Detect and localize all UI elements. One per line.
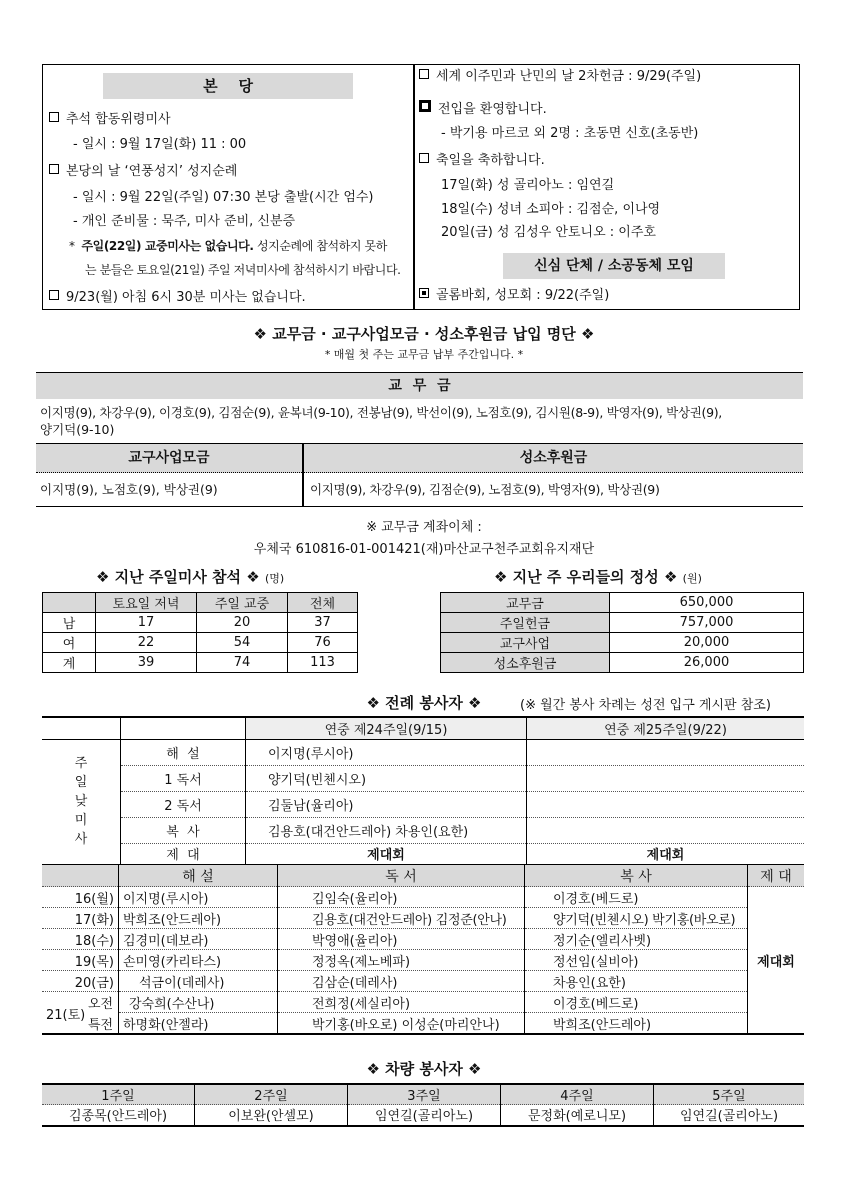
donation-label: 주일헌금	[441, 613, 610, 633]
donation-label: 성소후원금	[441, 653, 610, 673]
project-vocation-box	[36, 443, 803, 507]
attendance-cell: 20	[197, 613, 288, 633]
vocation-header: 성소후원금	[304, 444, 803, 473]
attendance-cell: 17	[96, 613, 197, 633]
role-label: 1 독서	[121, 765, 246, 791]
server-cell: 이경호(베드로)	[525, 992, 748, 1013]
role-cell: 이지명(루시아)	[246, 739, 527, 765]
checkbox-filled-icon	[419, 100, 431, 112]
reader-cell: 박희조(안드레아)	[119, 908, 278, 929]
role-cell	[527, 817, 805, 843]
attendance-header	[43, 593, 96, 613]
attendance-cell: 22	[96, 633, 197, 653]
reader-cell: 이지명(루시아)	[119, 887, 278, 908]
attendance-cell: 74	[197, 653, 288, 673]
donation-value: 20,000	[610, 633, 804, 653]
reader-cell: 박영애(율리아)	[278, 929, 525, 950]
side-char: 일	[74, 775, 88, 791]
group-header: 신심 단체 / 소공동체 모임	[503, 253, 725, 279]
attendance-cell: 39	[96, 653, 197, 673]
notice-item-migrant: 세계 이주민과 난민의 날 2차헌금 : 9/29(주일)	[419, 68, 701, 86]
gyomugeum-header: 교 무 금	[36, 372, 803, 399]
notice-sub: - 일시 : 9월 17일(화) 11 : 00	[73, 137, 247, 152]
server-cell: 정선임(실비아)	[525, 950, 748, 971]
attendance-cell: 계	[43, 653, 96, 673]
day-label: 18(수)	[42, 929, 119, 950]
reader-cell: 하명화(안젤라)	[119, 1013, 278, 1035]
group-item: 골롬바회, 성모회 : 9/22(주일)	[419, 287, 609, 305]
week24-header: 연중 제24주일(9/15)	[246, 717, 527, 739]
attendance-cell: 남	[43, 613, 96, 633]
notice-sub: - 개인 준비물 : 묵주, 미사 준비, 신분증	[73, 214, 296, 229]
vehicle-driver: 이보완(안셀모)	[195, 1105, 348, 1126]
donations-title: ❖ 지난 주 우리들의 정성 ❖ (원)	[494, 568, 702, 586]
gyomugeum-names: 이지명(9), 차강우(9), 이경호(9), 김점순(9), 윤복녀(9-10), 전봉남(9), 박선이(9), 노점호(9), 김시원(8-9), 박영자(9), 박상권(9),	[40, 405, 722, 420]
liturgy-note: (※ 월간 봉사 차례는 성전 입구 게시판 참조)	[520, 698, 771, 713]
attendance-table	[42, 592, 358, 673]
donations-table	[440, 592, 804, 673]
reader-cell: 석금이(데레사)	[119, 971, 278, 992]
role-cell	[527, 791, 805, 817]
notice-item-no-mass: 9/23(월) 아침 6시 30분 미사는 없습니다.	[49, 289, 306, 307]
notice-note: * 주일(22일) 교중미사는 없습니다. 성지순례에 참석하지 못하	[69, 239, 387, 253]
donation-label: 교무금	[441, 593, 610, 613]
day-label: 16(월)	[42, 887, 119, 908]
vehicle-driver: 김종목(안드레아)	[42, 1105, 195, 1126]
role-cell: 김둘남(율리아)	[246, 791, 527, 817]
reader-cell: 박기홍(바오로) 이성순(마리안나)	[278, 1013, 525, 1035]
side-char: 사	[74, 832, 88, 848]
day-label: 20(금)	[42, 971, 119, 992]
vehicle-week: 2주일	[195, 1084, 348, 1105]
checkbox-icon	[419, 69, 429, 79]
role-label: 복 사	[121, 817, 246, 843]
sunday-servers-table	[42, 716, 804, 866]
week25-header: 연중 제25주일(9/22)	[527, 717, 805, 739]
server-cell: 차용인(요한)	[525, 971, 748, 992]
day-label-saturday	[42, 992, 119, 1023]
donation-value: 757,000	[610, 613, 804, 633]
role-cell: 양기덕(빈첸시오)	[246, 765, 527, 791]
account-label: ※ 교무금 계좌이체 :	[366, 520, 482, 535]
attendance-cell: 37	[288, 613, 358, 633]
blank-cell	[42, 717, 121, 739]
checkbox-icon	[49, 290, 59, 300]
sunday-mass-label	[42, 739, 121, 865]
reader-cell: 김경미(데보라)	[119, 929, 278, 950]
reader-cell: 전희정(세실리아)	[278, 992, 525, 1013]
attendance-cell: 76	[288, 633, 358, 653]
notice-item-feast: 축일을 축하합니다.	[419, 152, 545, 170]
vehicle-driver: 문정화(예로니모)	[501, 1105, 654, 1126]
attendance-header: 전체	[288, 593, 358, 613]
checkbox-icon	[419, 153, 429, 163]
mass-time-label: 오전	[88, 997, 114, 1012]
vehicle-driver: 임연길(골리아노)	[348, 1105, 501, 1126]
role-cell: 제대회	[246, 843, 527, 865]
account-number: 우체국 610816-01-001421(재)마산교구천주교회유지재단	[253, 542, 595, 557]
checkbox-icon	[49, 164, 59, 174]
weekday-header: 독 서	[278, 865, 525, 887]
vehicle-week: 1주일	[42, 1084, 195, 1105]
feast-line: 20일(금) 성 김성우 안토니오 : 이주호	[441, 225, 656, 240]
notice-sub: - 일시 : 9월 22일(주일) 07:30 본당 출발(시간 엄수)	[73, 190, 374, 205]
notice-box	[42, 64, 800, 310]
blank-cell	[121, 717, 246, 739]
offering-title: ❖ 교무금 · 교구사업모금 · 성소후원금 납입 명단 ❖	[253, 325, 595, 343]
weekday-servers-table	[42, 864, 804, 1035]
vehicle-week: 4주일	[501, 1084, 654, 1105]
notice-sub: - 박기용 마르코 외 2명 : 초동면 신호(초동반)	[441, 126, 699, 141]
reader-cell: 김삼순(데레사)	[278, 971, 525, 992]
vehicle-week: 5주일	[654, 1084, 805, 1105]
role-cell	[527, 739, 805, 765]
server-cell: 양기덕(빈첸시오) 박기홍(바오로)	[525, 908, 748, 929]
attendance-header: 토요일 저녁	[96, 593, 197, 613]
col-divider	[302, 444, 304, 506]
mass-time-cell	[42, 1013, 119, 1035]
server-cell: 이경호(베드로)	[525, 887, 748, 908]
donation-value: 26,000	[610, 653, 804, 673]
checkbox-icon	[49, 112, 59, 122]
project-names: 이지명(9), 노점호(9), 박상권(9)	[40, 482, 218, 497]
reader-cell: 김임숙(율리아)	[278, 887, 525, 908]
reader-cell: 김용호(대건안드레아) 김정준(안나)	[278, 908, 525, 929]
vehicle-title: ❖ 차량 봉사자 ❖	[366, 1060, 482, 1078]
feast-line: 18일(수) 성녀 소피아 : 김점순, 이나영	[441, 202, 661, 217]
role-cell	[527, 765, 805, 791]
weekday-header: 복 사	[525, 865, 748, 887]
attendance-header: 주일 교중	[197, 593, 288, 613]
vocation-names: 이지명(9), 차강우(9), 김점순(9), 노점호(9), 박영자(9), 박상권(9)	[310, 482, 660, 497]
gyomugeum-names-2: 양기덕(9-10)	[40, 422, 115, 437]
feast-line: 17일(화) 성 골리아노 : 임연길	[441, 178, 615, 193]
blank-cell	[42, 865, 119, 887]
side-char: 미	[74, 813, 88, 829]
checkbox-dot-icon	[419, 288, 429, 298]
donation-value: 650,000	[610, 593, 804, 613]
reader-cell: 강숙희(수산나)	[119, 992, 278, 1013]
donation-label: 교구사업	[441, 633, 610, 653]
day-label: 21(토)	[46, 1008, 86, 1023]
role-cell: 제대회	[646, 848, 685, 864]
side-char: 낮	[74, 794, 88, 810]
attendance-cell: 113	[288, 653, 358, 673]
notice-divider	[413, 65, 415, 309]
day-label: 17(화)	[42, 908, 119, 929]
role-label: 해 설	[121, 739, 246, 765]
server-cell: 정기순(엘리사벳)	[525, 929, 748, 950]
offering-subtitle: * 매월 첫 주는 교무금 납부 주간입니다. *	[324, 348, 524, 361]
attendance-cell: 54	[197, 633, 288, 653]
altar-cell: 제대회	[757, 954, 795, 970]
weekday-header: 해 설	[119, 865, 278, 887]
parish-header: 본 당	[103, 73, 353, 99]
role-cell: 김용호(대건안드레아) 차용인(요한)	[246, 817, 527, 843]
reader-cell: 정정옥(제노베파)	[278, 950, 525, 971]
vehicle-driver: 임연길(골리아노)	[679, 1109, 779, 1125]
liturgy-title: ❖ 전례 봉사자 ❖	[366, 694, 482, 712]
role-label: 제 대	[121, 843, 246, 865]
vehicle-week: 3주일	[348, 1084, 501, 1105]
server-cell: 박희조(안드레아)	[525, 1013, 748, 1035]
side-char: 주	[74, 756, 88, 772]
vehicle-table	[42, 1083, 804, 1127]
day-label: 19(목)	[42, 950, 119, 971]
notice-note-line2: 는 분들은 토요일(21일) 주일 저녁미사에 참석하시기 바랍니다.	[85, 263, 401, 277]
notice-item-welcome: 전입을 환영합니다.	[419, 100, 547, 119]
project-header: 교구사업모금	[36, 444, 302, 473]
reader-cell: 손미영(카리타스)	[119, 950, 278, 971]
mass-time-label: 특전	[88, 1017, 114, 1033]
role-label: 2 독서	[121, 791, 246, 817]
attendance-title: ❖ 지난 주일미사 참석 ❖ (명)	[96, 568, 285, 586]
attendance-cell: 여	[43, 633, 96, 653]
notice-item-pilgrimage: 본당의 날 ‘연풍성지’ 성지순례	[49, 163, 237, 181]
notice-item-memorial: 추석 합동위령미사	[49, 111, 171, 129]
weekday-header: 제 대	[748, 865, 805, 887]
